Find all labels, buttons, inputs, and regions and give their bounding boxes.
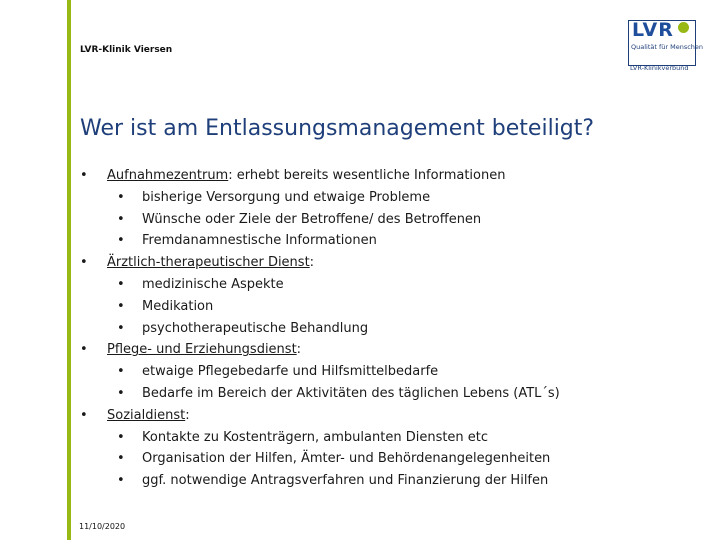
- logo-dot-icon: [678, 22, 689, 33]
- section-heading-suffix: :: [296, 342, 302, 358]
- list-item: [0, 427, 720, 449]
- list-item: [0, 209, 720, 231]
- organization-name: LVR-Klinik Viersen: [80, 45, 173, 55]
- section-heading-row: [0, 252, 720, 274]
- section-heading: Ärztlich-therapeutischer Dienst: [107, 255, 310, 271]
- section-heading: Aufnahmezentrum: [107, 168, 229, 183]
- section-heading-row: [0, 339, 720, 361]
- list-item: [0, 187, 720, 209]
- section-heading-text: [107, 165, 505, 187]
- bullet-icon: •: [117, 320, 125, 336]
- section-heading-text: [107, 339, 301, 361]
- list-item-text: etwaige Pflegebedarfe und Hilfsmittelbedarfe: [142, 364, 439, 380]
- list-item-text: Medikation: [142, 298, 214, 314]
- list-item: [0, 361, 720, 383]
- bullet-icon: •: [117, 385, 125, 401]
- bullet-icon: •: [117, 189, 125, 205]
- bullet-icon: •: [117, 429, 125, 445]
- section-heading-suffix: :: [309, 255, 315, 271]
- section: [0, 252, 720, 339]
- list-item: [0, 448, 720, 470]
- list-item: [0, 296, 720, 318]
- section-heading-row: [0, 165, 720, 187]
- section: [0, 405, 720, 492]
- logo-wordmark: LVR: [632, 19, 674, 41]
- bullet-icon: •: [80, 168, 88, 183]
- list-item-text: Kontakte zu Kostenträgern, ambulanten Diensten etc: [142, 429, 489, 445]
- section-heading-text: [107, 252, 314, 274]
- list-item: [0, 318, 720, 340]
- bullet-icon: •: [117, 364, 125, 380]
- bullet-icon: •: [80, 407, 88, 423]
- list-item: [0, 470, 720, 492]
- list-item-text: medizinische Aspekte: [142, 276, 284, 292]
- section-heading-suffix: : erhebt bereits wesentliche Informationen: [228, 168, 506, 183]
- bullet-icon: •: [117, 298, 125, 314]
- section: [0, 339, 720, 404]
- section-heading-suffix: :: [185, 407, 190, 423]
- bullet-icon: •: [117, 211, 125, 227]
- bullet-icon: •: [80, 255, 88, 271]
- bullet-icon: •: [117, 276, 125, 292]
- section: [0, 165, 720, 252]
- list-item-text: Organisation der Hilfen, Ämter- und Behördenangelegenheiten: [142, 451, 551, 467]
- bullet-icon: •: [117, 233, 125, 249]
- logo-tagline: Qualität für Menschen: [631, 43, 704, 51]
- list-item-text: bisherige Versorgung und etwaige Probleme: [142, 189, 431, 205]
- lvr-logo: [628, 18, 706, 72]
- list-item-text: ggf. notwendige Antragsverfahren und Finanzierung der Hilfen: [142, 473, 549, 489]
- list-item: [0, 230, 720, 252]
- list-item: [0, 383, 720, 405]
- section-heading-text: [107, 405, 190, 427]
- section-heading-row: [0, 405, 720, 427]
- section-heading: Sozialdienst: [107, 407, 186, 423]
- logo-subtitle: LVR-Klinikverbund: [630, 64, 689, 72]
- bullet-icon: •: [80, 342, 88, 358]
- section-heading: Pflege- und Erziehungsdienst: [107, 342, 297, 358]
- footer-date: 11/10/2020: [79, 522, 126, 531]
- bullet-list: [0, 165, 720, 492]
- list-item-text: Fremdanamnestische Informationen: [142, 233, 377, 249]
- list-item-text: Wünsche oder Ziele der Betroffene/ des Betroffenen: [142, 211, 482, 227]
- bullet-icon: •: [117, 473, 125, 489]
- bullet-icon: •: [117, 451, 125, 467]
- list-item-text: Bedarfe im Bereich der Aktivitäten des täglichen Lebens (ATL´s): [142, 385, 560, 401]
- list-item: [0, 274, 720, 296]
- slide-title: Wer ist am Entlassungsmanagement beteiligt?: [80, 116, 595, 141]
- list-item-text: psychotherapeutische Behandlung: [142, 320, 369, 336]
